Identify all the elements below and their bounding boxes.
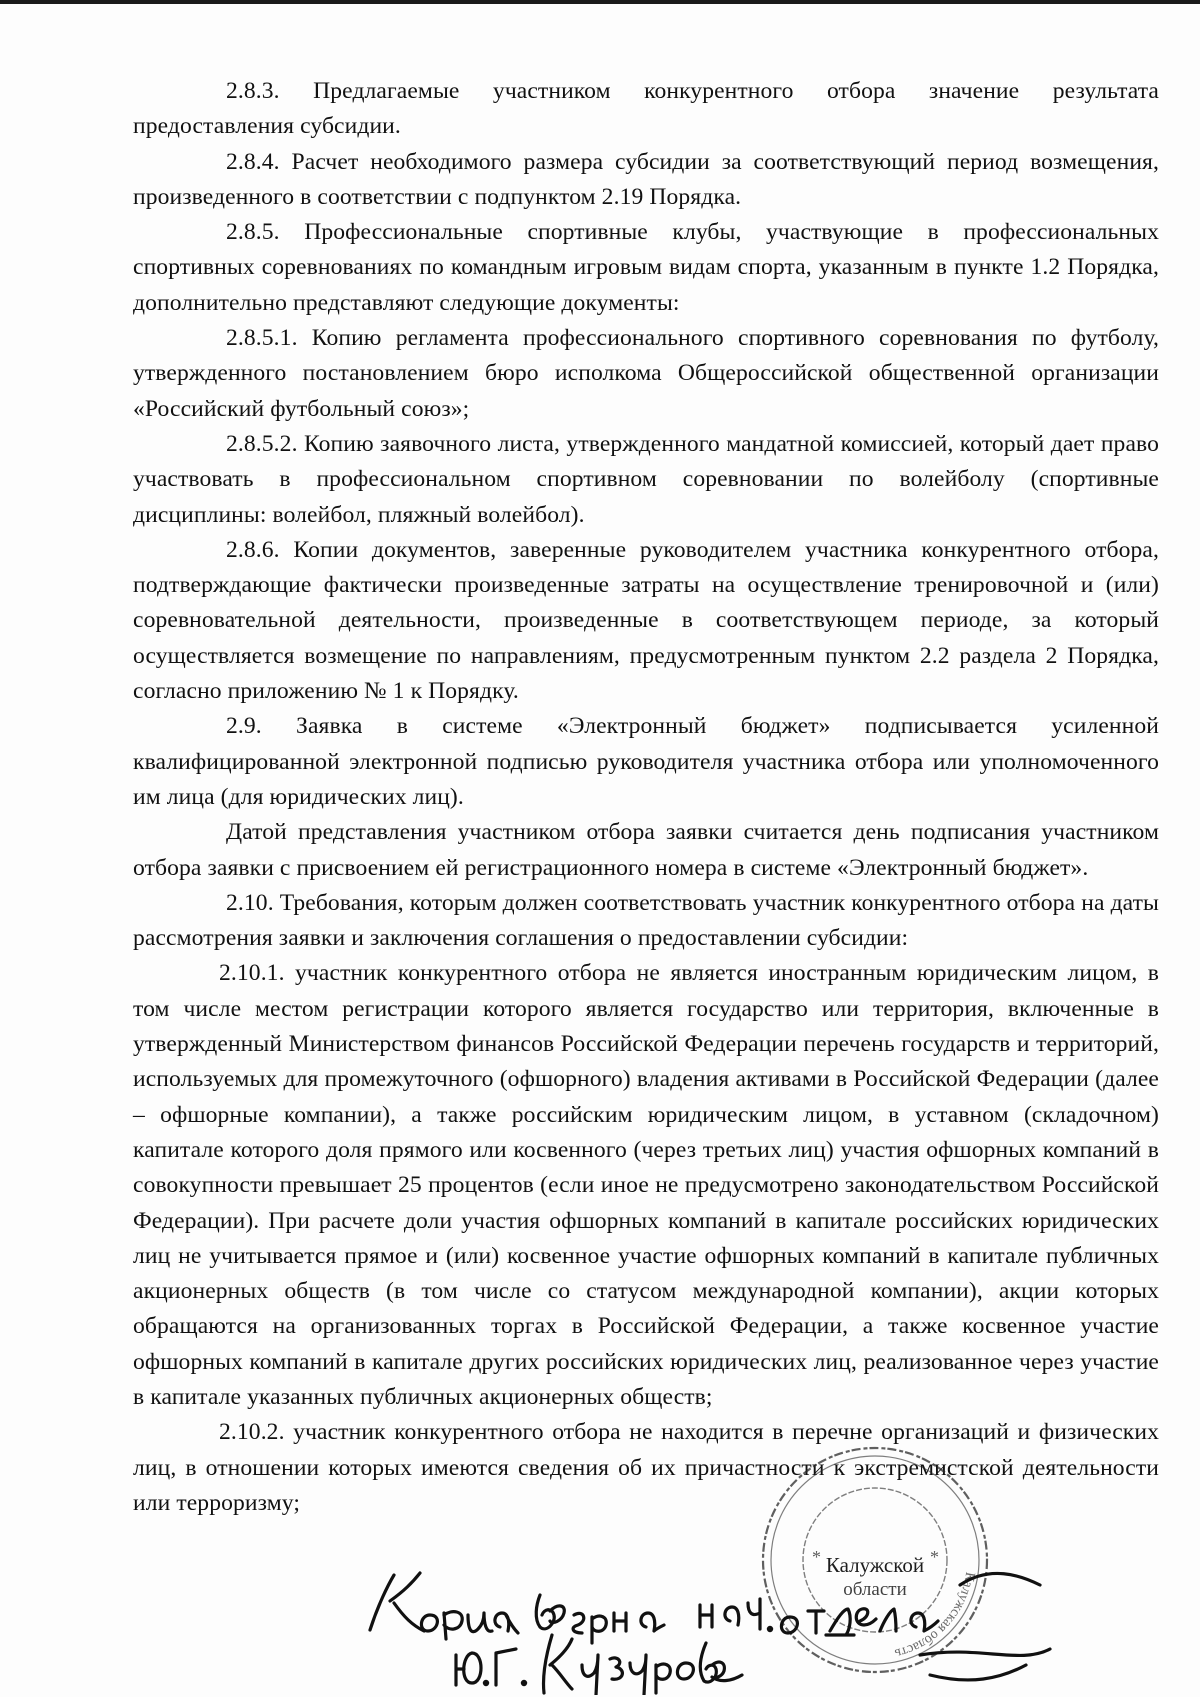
paragraph-2-8-6: 2.8.6. Копии документов, заверенные руководителем участника конкурентного отбора, подтверждающие фактически произведенные затраты на осуществление тренировочной и (или) соревновательной деятельности, произведенные в соответствующем периоде, за который осуществляется возмещение по направлениям, предусмотренным пунктом 2.2 раздела 2 Порядка, согласно приложению № 1 к Порядку. xyxy=(133,536,1159,705)
stamp-line-region: Калужской xyxy=(825,1553,925,1577)
paragraph-2-10: 2.10. Требования, которым должен соответствовать участник конкурентного отбора на даты рассмотрения заявки и заключения соглашения о предоставлении субсидии: xyxy=(133,889,1159,952)
paragraph-2-9: 2.9. Заявка в системе «Электронный бюджет» подписывается усиленной квалифицированной электронной подписью руководителя участника отбора или уполномоченного им лица (для юридических лиц). xyxy=(133,713,1159,810)
stamp-star-right-icon: * xyxy=(930,1547,939,1567)
stamp-star-left-icon: * xyxy=(812,1547,821,1567)
paragraph-2-10-1: 2.10.1. участник конкурентного отбора не является иностранным юридическим лицом, в том числе местом регистрации которого является государство или территория, включенные в утвержденный Министерством финансов Российской Федерации перечень государств и территорий, используемых для промежуточного (офшорного) владения активами в Российской Федерации (далее – офшорные компании), а также российским юридическим лицом, в уставном (складочном) капитале которого доля прямого или косвенного (через третьих лиц) участия офшорных компаний в совокупности превышает 25 процентов (если иное не предусмотрено законодательством Российской Федерации). При расчете доли участия офшорных компаний в капитале российских юридических лиц не учитывается прямое и (или) косвенное участие офшорных компаний в капитале публичных акционерных обществ (в том числе со статусом международной компании), акции которых обращаются на организованных торгах в Российской Федерации, а также косвенное участие офшорных компаний в капитале других российских юридических лиц, реализованное через участие в капитале указанных публичных акционерных обществ; xyxy=(133,960,1159,1410)
stamp-ring-text: Калужская область xyxy=(893,1570,978,1661)
paragraph-2-8-4: 2.8.4. Расчет необходимого размера субсидии за соответствующий период возмещения, произведенного в соответствии с подпунктом 2.19 Порядка. xyxy=(133,148,1159,210)
paragraph-2-8-5-2: 2.8.5.2. Копию заявочного листа, утвержденного мандатной комиссией, который дает право участвовать в профессиональном спортивном соревновании по волейболу (спортивные дисциплины: волейбол, пляжный волейбол). xyxy=(133,430,1159,528)
paragraph-2-10-2: 2.10.2. участник конкурентного отбора не находится в перечне организаций и физических лиц, в отношении которых имеются сведения об их причастности к экстремистской деятельности или терроризму; xyxy=(133,1419,1159,1516)
paragraph-2-8-3: 2.8.3. Предлагаемые участником конкурентного отбора значение результата предоставления субсидии. xyxy=(133,78,1159,140)
handwritten-signature xyxy=(360,1535,1060,1695)
paragraph-submission-date: Датой представления участником отбора заявки считается день подписания участником отбора заявки с присвоением ей регистрационного номера в системе «Электронный бюджет». xyxy=(133,819,1159,881)
scan-top-border xyxy=(0,0,1200,4)
paragraph-2-8-5-1: 2.8.5.1. Копию регламента профессионального спортивного соревнования по футболу, утвержденного постановлением бюро исполкома Общероссийской общественной организации «Российский футбольный союз»; xyxy=(133,325,1159,422)
document-body xyxy=(133,74,1159,1521)
paragraph-2-8-5: 2.8.5. Профессиональные спортивные клубы, участвующие в профессиональных спортивных соревнованиях по командным игровым видам спорта, указанным в пункте 1.2 Порядка, дополнительно представляют следующие документы: xyxy=(133,219,1159,316)
stamp-line-oblast: области xyxy=(843,1579,907,1600)
